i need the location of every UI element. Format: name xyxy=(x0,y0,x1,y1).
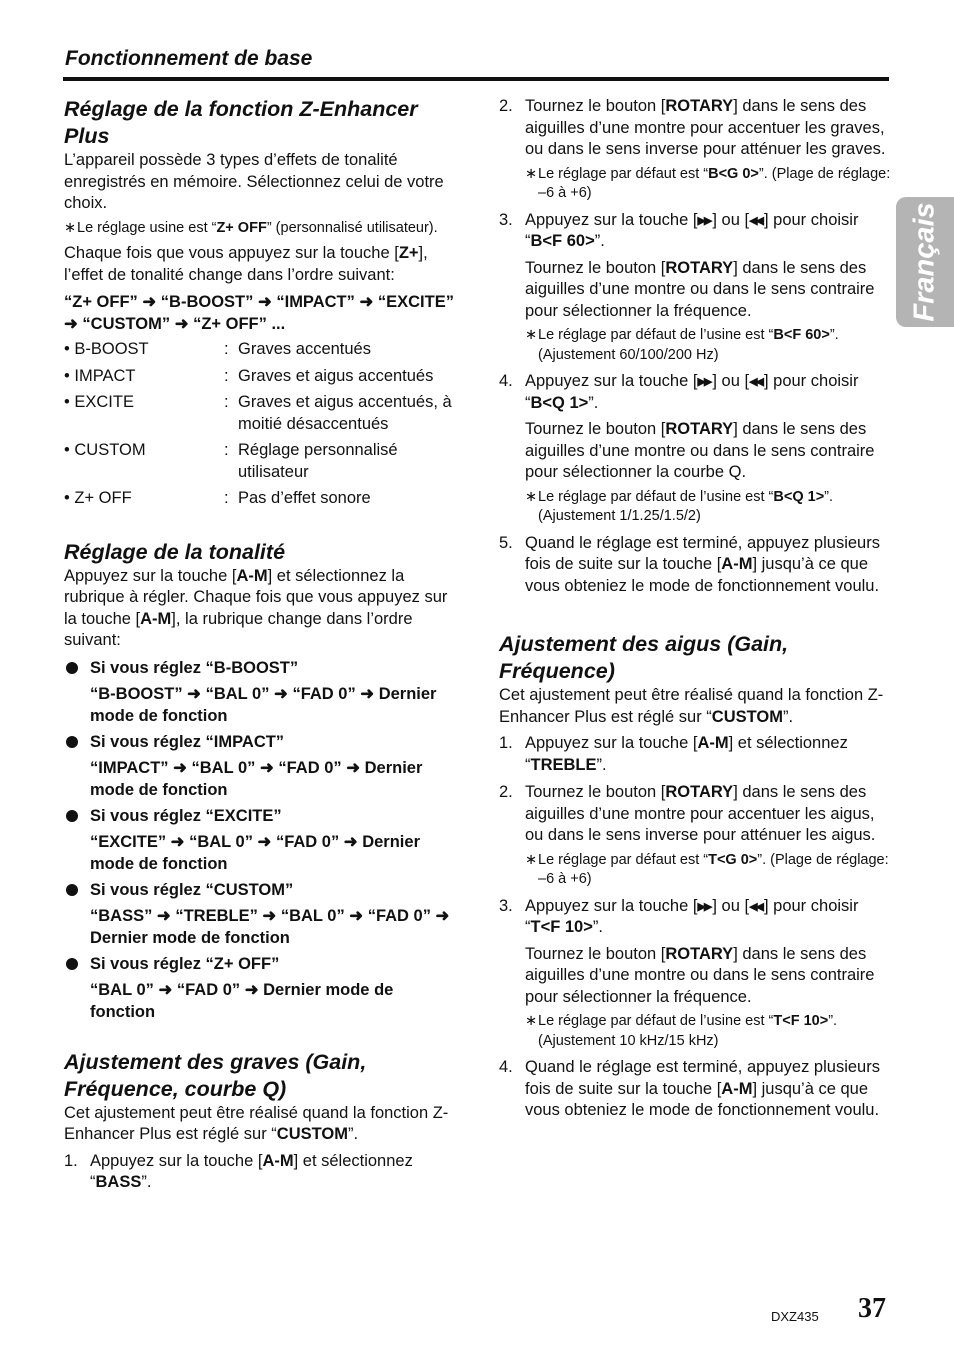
bass-q-note: ∗ Le réglage par défaut de l’usine est “B<Q 1>”. (Ajustement 1/1.25/1.5/2) xyxy=(525,488,834,524)
tone-intro: Appuyez sur la touche [A-M] et sélectionnez la rubrique à régler. Chaque fois que vous appuyez sur la touche [A-M], la rubrique change dans l’ordre suivant: xyxy=(64,566,448,649)
rewind-icon: ◀◀ xyxy=(749,214,762,227)
header-rule xyxy=(63,77,889,81)
note-asterisk-icon: ∗ xyxy=(525,488,538,505)
treble-intro: Cet ajustement peut être réalisé quand la fonction Z-Enhancer Plus est réglé sur “CUSTOM”. xyxy=(499,686,884,726)
bullet-dot-icon xyxy=(66,810,78,822)
effect-row: • IMPACT : Graves et aigus accentués xyxy=(64,366,434,385)
bass-freq-note: ∗ Le réglage par défaut de l’usine est “B<F 60>”. (Ajustement 60/100/200 Hz) xyxy=(525,327,839,363)
effect-row: • CUSTOM : Réglage personnalisé utilisateur xyxy=(64,441,398,481)
bass-gain-note: ∗ Le réglage par défaut est “B<G 0>”. (Plage de réglage: –6 à +6) xyxy=(525,165,891,201)
zenhancer-title: Réglage de la fonction Z-Enhancer Plus xyxy=(64,97,418,148)
bullet-dot-icon xyxy=(66,736,78,748)
zenhancer-press-text: Chaque fois que vous appuyez sur la touche [Z+], l’effet de tonalité change dans l’ordre suivant: xyxy=(64,244,428,284)
note-asterisk-icon: ∗ xyxy=(525,327,538,343)
fast-forward-icon: ▶▶ xyxy=(697,900,711,913)
treble-step-3: 3. Appuyez sur la touche [▶▶ ] ou [◀◀ ] pour choisir “T<F 10>”. Tournez le bouton [ROTARY] dans le sens des aiguilles d’une montre ou dans le sens contraire pour sélectionner la fréquence. ∗ Le réglage par défaut de l’usine est “T<F 10>”. (Ajustement 10 kHz/15 kHz) xyxy=(499,896,891,1052)
effect-row: • Z+ OFF : Pas d’effet sonore xyxy=(64,489,371,507)
rewind-icon: ◀◀ xyxy=(749,900,762,913)
treble-step-1: 1. Appuyez sur la touche [A-M] et sélectionnez “TREBLE”. xyxy=(499,734,848,774)
tone-bullet: Si vous réglez “B-BOOST” “B-BOOST” ➜ “BAL 0” ➜ “FAD 0” ➜ Dernier mode de fonction xyxy=(64,657,460,727)
right-column xyxy=(499,96,891,1122)
section-header: Fonctionnement de base xyxy=(65,47,313,70)
zenhancer-intro: L’appareil possède 3 types d’effets de tonalité enregistrés en mémoire. Sélectionnez celui de votre choix. xyxy=(64,151,444,212)
treble-step-2: 2. Tournez le bouton [ROTARY] dans le sens des aiguilles d’une montre pour accentuer les aigus, ou dans le sens inverse pour atténuer les aigus. ∗ Le réglage par défaut est “T<G 0>”. (Plage de réglage: –6 à +6) xyxy=(499,782,891,890)
bass-title: Ajustement des graves (Gain, Fréquence, courbe Q) xyxy=(64,1049,367,1101)
zenhancer-default-note: ∗ Le réglage usine est “Z+ OFF” (personnalisé utilisateur). xyxy=(64,219,460,239)
note-asterisk-icon: ∗ xyxy=(64,219,77,236)
bullet-dot-icon xyxy=(66,662,78,674)
bass-step-1: 1. Appuyez sur la touche [A-M] et sélectionnez “BASS”. xyxy=(64,1151,413,1191)
language-tab xyxy=(896,197,954,327)
treble-gain-note: ∗ Le réglage par défaut est “T<G 0>”. (Plage de réglage: –6 à +6) xyxy=(525,851,889,887)
note-asterisk-icon: ∗ xyxy=(525,851,538,868)
zenhancer-sequence: “Z+ OFF” ➜ “B-BOOST” ➜ “IMPACT” ➜ “EXCITE” ➜ “CUSTOM” ➜ “Z+ OFF” ... xyxy=(64,293,454,333)
page-number: 37 xyxy=(858,1293,886,1324)
tone-bullet: Si vous réglez “CUSTOM” “BASS” ➜ “TREBLE” ➜ “BAL 0” ➜ “FAD 0” ➜ Dernier mode de fonction xyxy=(64,879,460,949)
note-asterisk-icon: ∗ xyxy=(525,165,538,182)
fast-forward-icon: ▶▶ xyxy=(697,376,711,388)
effect-row: • B-BOOST : Graves accentués xyxy=(64,340,371,358)
language-tab-label: Français xyxy=(908,202,941,322)
bass-step-5: 5. Quand le réglage est terminé, appuyez plusieurs fois de suite sur la touche [A-M] jusqu’à ce que vous obteniez le mode de fonctionnement voulu. xyxy=(499,533,880,595)
tone-bullet: Si vous réglez “EXCITE” “EXCITE” ➜ “BAL 0” ➜ “FAD 0” ➜ Dernier mode de fonction xyxy=(64,805,460,875)
tone-bullet: Si vous réglez “Z+ OFF” “BAL 0” ➜ “FAD 0” ➜ Dernier mode de fonction xyxy=(64,953,460,1023)
treble-step-4: 4. Quand le réglage est terminé, appuyez plusieurs fois de suite sur la touche [A-M] jusqu’à ce que vous obteniez le mode de fonctionnement voulu. xyxy=(499,1058,880,1119)
treble-title: Ajustement des aigus (Gain, Fréquence) xyxy=(499,632,789,683)
effects-list xyxy=(64,339,460,510)
left-column xyxy=(64,96,460,1194)
effect-row: • EXCITE : Graves et aigus accentués, à moitié désaccentués xyxy=(64,393,452,433)
note-asterisk-icon: ∗ xyxy=(525,1013,538,1029)
bass-step-4: 4. Appuyez sur la touche [▶▶ ] ou [◀◀ ] pour choisir “B<Q 1>”. Tournez le bouton [ROTARY] dans le sens des aiguilles d’une montre ou dans le sens contraire pour sélectionner la courbe Q. ∗ Le réglage par défaut de l’usine est “B<Q 1>”. (Ajustement 1/1.25/1.5/2) xyxy=(499,371,891,527)
model-number: DXZ435 xyxy=(771,1309,819,1324)
bass-intro: Cet ajustement peut être réalisé quand la fonction Z-Enhancer Plus est réglé sur “CUSTOM”. xyxy=(64,1103,449,1143)
rewind-icon: ◀◀ xyxy=(749,376,762,388)
tone-title: Réglage de la tonalité xyxy=(64,539,286,564)
treble-freq-note: ∗ Le réglage par défaut de l’usine est “T<F 10>”. (Ajustement 10 kHz/15 kHz) xyxy=(525,1013,838,1049)
tone-bullet: Si vous réglez “IMPACT” “IMPACT” ➜ “BAL 0” ➜ “FAD 0” ➜ Dernier mode de fonction xyxy=(64,731,460,801)
fast-forward-icon: ▶▶ xyxy=(697,214,711,227)
bullet-dot-icon xyxy=(66,958,78,970)
bass-step-3: 3. Appuyez sur la touche [▶▶ ] ou [◀◀ ] pour choisir “B<F 60>”. Tournez le bouton [ROTARY] dans le sens des aiguilles d’une montre ou dans le sens contraire pour sélectionner la fréquence. ∗ Le réglage par défaut de l’usine est “B<F 60>”. (Ajustement 60/100/200 Hz) xyxy=(499,210,891,366)
bass-step-2: 2. Tournez le bouton [ROTARY] dans le sens des aiguilles d’une montre pour accentuer les graves, ou dans le sens inverse pour atténuer les graves. ∗ Le réglage par défaut est “B<G 0>”. (Plage de réglage: –6 à +6) xyxy=(499,96,891,204)
bullet-dot-icon xyxy=(66,884,78,896)
